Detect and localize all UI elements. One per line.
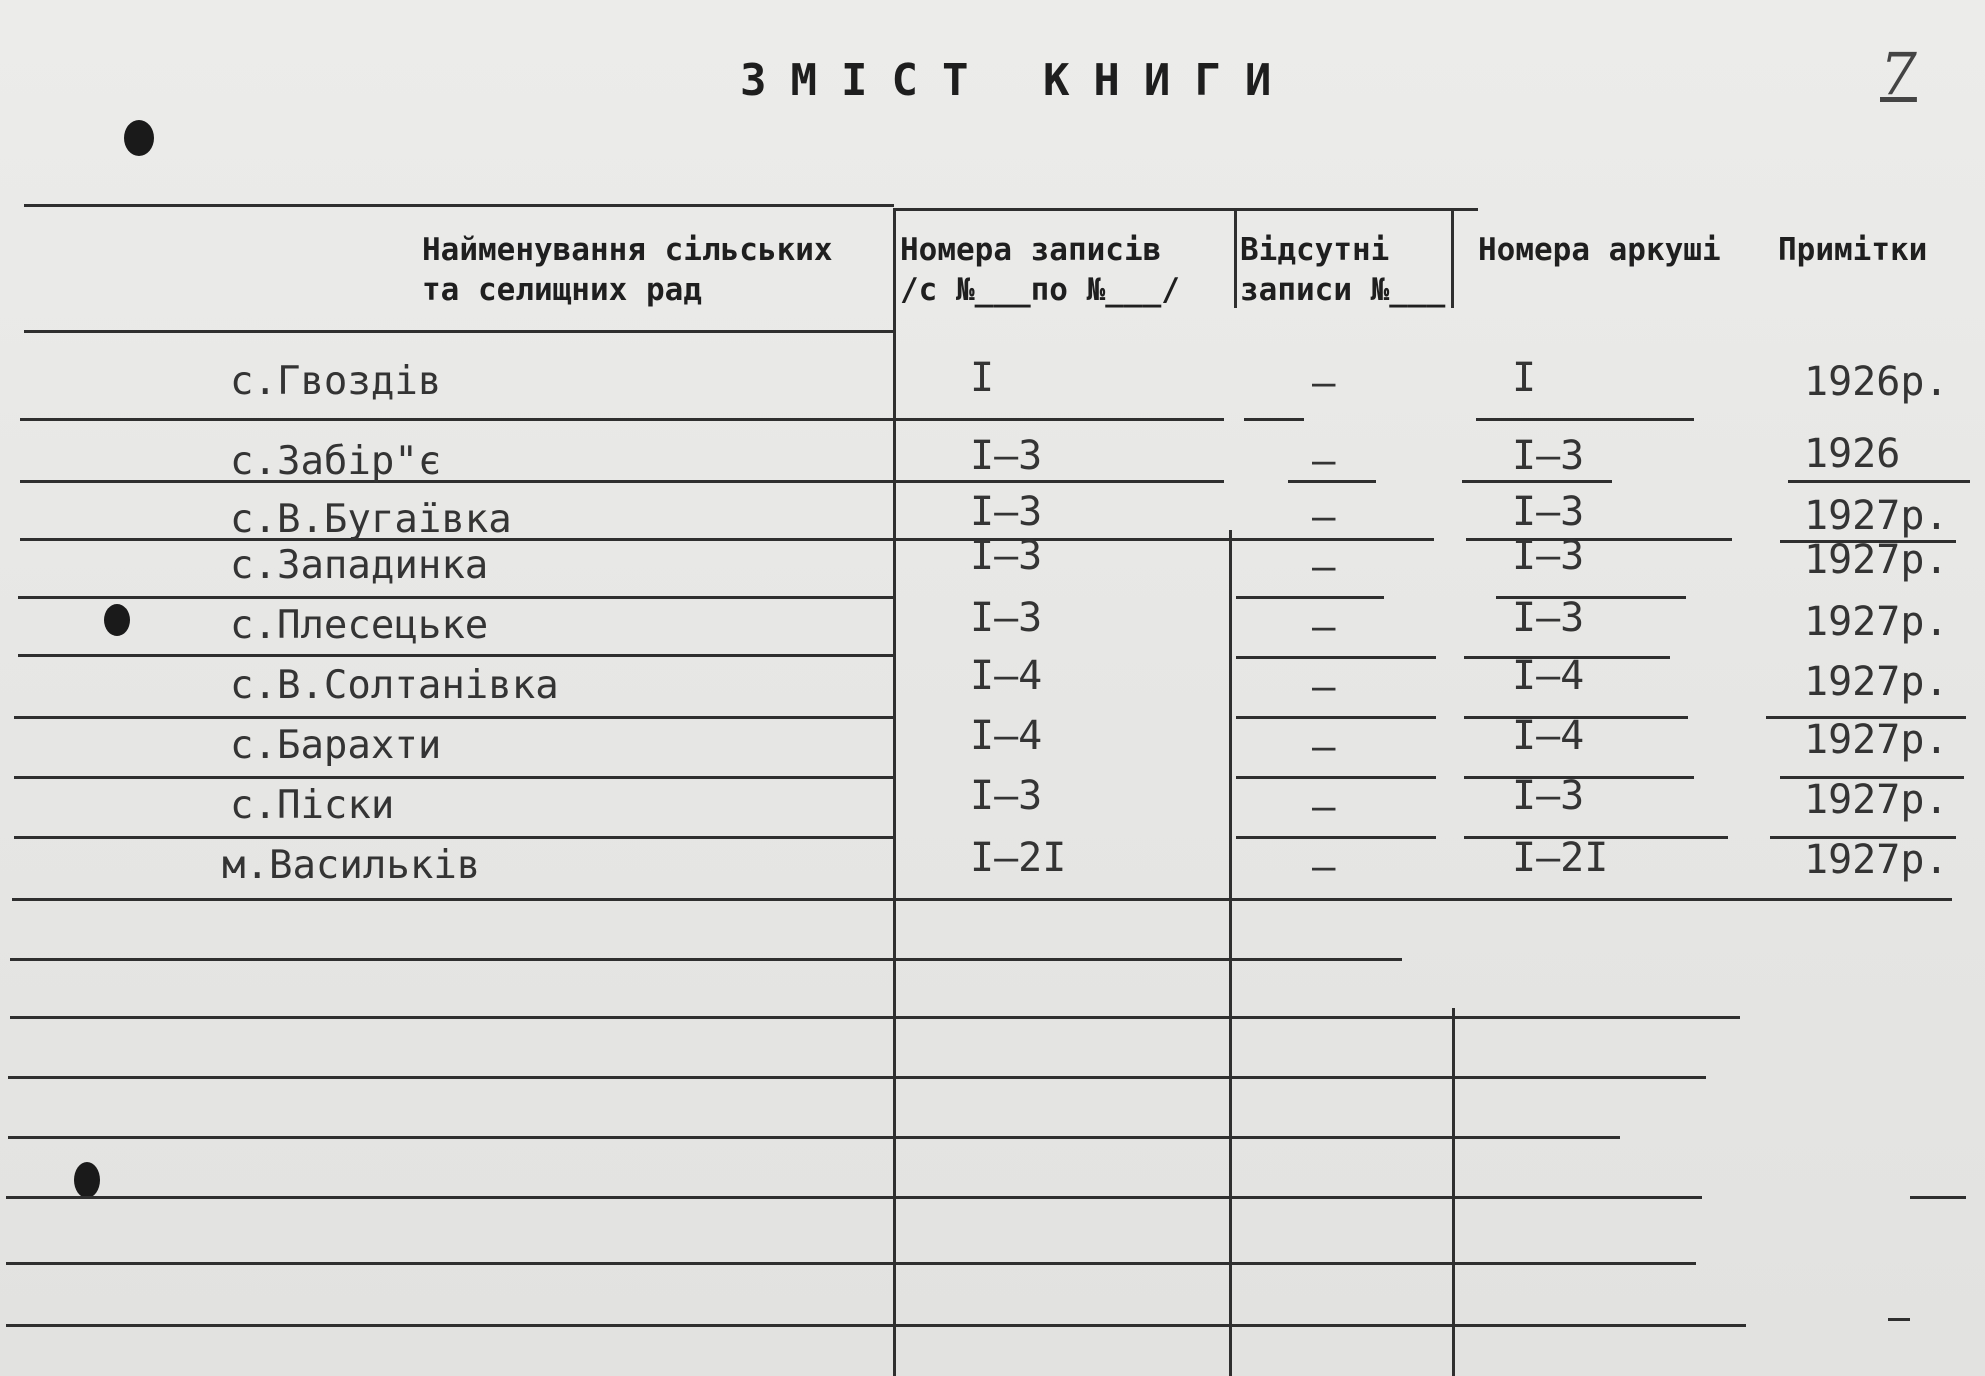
table-row-name: с.Плесецьке bbox=[230, 603, 489, 648]
cell-underline bbox=[1236, 776, 1436, 779]
table-row-records: І bbox=[970, 355, 995, 401]
table-row-name: с.Западинка bbox=[230, 543, 489, 588]
row-rule bbox=[10, 958, 1402, 961]
row-rule bbox=[6, 1262, 1696, 1265]
table-row-missing: – bbox=[1312, 725, 1336, 770]
table-row-missing: – bbox=[1312, 785, 1336, 830]
table-row-notes: 1927р. bbox=[1804, 837, 1949, 883]
page-number: 7 bbox=[1880, 40, 1917, 108]
table-row-sheets: І–3 bbox=[1512, 533, 1585, 579]
row-rule bbox=[20, 418, 894, 421]
header-name-line2: та селищних рад bbox=[422, 272, 702, 308]
row-rule bbox=[14, 776, 894, 779]
table-row-name: с.Гвоздів bbox=[230, 359, 442, 404]
table-top-rule bbox=[24, 204, 894, 207]
row-rule bbox=[8, 1136, 1620, 1139]
header-missing-line1: Відсутні bbox=[1240, 232, 1390, 268]
table-row-records: І–3 bbox=[970, 489, 1043, 535]
table-row-name: с.Барахти bbox=[230, 723, 442, 768]
table-row-notes: 1927р. bbox=[1804, 493, 1949, 539]
table-row-missing: – bbox=[1312, 545, 1336, 590]
table-row-missing: – bbox=[1312, 495, 1336, 540]
header-notes: Примітки bbox=[1778, 232, 1928, 268]
table-row-missing: – bbox=[1312, 361, 1336, 406]
cell-underline bbox=[894, 418, 1224, 421]
cell-underline bbox=[1788, 480, 1970, 483]
table-row-notes: 1927р. bbox=[1804, 537, 1949, 583]
table-row-sheets: І–3 bbox=[1512, 595, 1585, 641]
cell-underline bbox=[1462, 480, 1612, 483]
cell-underline bbox=[1236, 836, 1436, 839]
table-row-sheets: І–2І bbox=[1512, 835, 1609, 881]
row-rule bbox=[18, 654, 894, 657]
table-row-missing: – bbox=[1312, 665, 1336, 710]
column-divider bbox=[1452, 1008, 1455, 1376]
row-rule bbox=[14, 716, 894, 719]
row-rule bbox=[20, 480, 894, 483]
table-row-records: І–3 bbox=[970, 433, 1043, 479]
header-name-line1: Найменування сільських bbox=[422, 232, 833, 268]
table-top-rule bbox=[894, 208, 1478, 211]
header-records-line1: Номера записів bbox=[900, 232, 1162, 268]
cell-underline bbox=[1236, 656, 1436, 659]
table-row-name: с.Забір"є bbox=[230, 439, 442, 484]
header-bottom-rule bbox=[24, 330, 894, 333]
table-row-sheets: І bbox=[1512, 355, 1537, 401]
blank-dash bbox=[1910, 1196, 1966, 1199]
cell-underline bbox=[1466, 538, 1732, 541]
column-divider bbox=[1234, 208, 1237, 308]
column-divider bbox=[893, 208, 896, 1376]
table-row-records: І–3 bbox=[970, 533, 1043, 579]
column-divider bbox=[1451, 208, 1454, 308]
table-row-notes: 1927р. bbox=[1804, 599, 1949, 645]
table-row-records: І–2І bbox=[970, 835, 1067, 881]
table-row-missing: – bbox=[1312, 439, 1336, 484]
header-sheets: Номера аркуші bbox=[1478, 232, 1721, 268]
row-rule bbox=[12, 898, 1952, 901]
cell-underline bbox=[1244, 418, 1304, 421]
row-rule bbox=[10, 1016, 1740, 1019]
table-row-notes: 1926 bbox=[1804, 431, 1901, 477]
binder-hole bbox=[124, 120, 154, 156]
binder-hole bbox=[74, 1162, 100, 1198]
table-row-records: І–3 bbox=[970, 595, 1043, 641]
table-row-name: с.В.Солтанівка bbox=[230, 663, 559, 708]
table-row-records: І–4 bbox=[970, 713, 1043, 759]
table-row-missing: – bbox=[1312, 605, 1336, 650]
page-title: ЗМІСТ КНИГИ bbox=[740, 55, 1296, 106]
table-row-sheets: І–4 bbox=[1512, 713, 1585, 759]
row-rule bbox=[8, 1076, 1706, 1079]
row-rule bbox=[14, 836, 894, 839]
table-row-notes: 1927р. bbox=[1804, 659, 1949, 705]
cell-underline bbox=[894, 480, 1224, 483]
header-missing-line2: записи №___ bbox=[1240, 272, 1446, 308]
table-row-name: м.Васильків bbox=[222, 843, 481, 888]
table-row-records: І–4 bbox=[970, 653, 1043, 699]
table-row-notes: 1926р. bbox=[1804, 359, 1949, 405]
binder-hole bbox=[104, 604, 130, 636]
table-row-missing: – bbox=[1312, 845, 1336, 890]
table-row-notes: 1927р. bbox=[1804, 717, 1949, 763]
table-row-name: с.В.Бугаївка bbox=[230, 497, 512, 542]
header-records-line2: /с №___по №___/ bbox=[900, 272, 1180, 308]
table-row-sheets: І–3 bbox=[1512, 433, 1585, 479]
table-row-sheets: І–4 bbox=[1512, 653, 1585, 699]
table-row-name: с.Піски bbox=[230, 783, 395, 828]
cell-underline bbox=[1236, 596, 1384, 599]
row-rule bbox=[18, 596, 894, 599]
row-rule bbox=[6, 1196, 1702, 1199]
cell-underline bbox=[1476, 418, 1694, 421]
table-row-records: І–3 bbox=[970, 773, 1043, 819]
row-rule bbox=[6, 1324, 1746, 1327]
cell-underline bbox=[1236, 716, 1436, 719]
blank-dash bbox=[1888, 1318, 1910, 1321]
table-row-sheets: І–3 bbox=[1512, 773, 1585, 819]
table-row-notes: 1927р. bbox=[1804, 777, 1949, 823]
table-row-sheets: І–3 bbox=[1512, 489, 1585, 535]
column-divider bbox=[1229, 530, 1232, 1376]
